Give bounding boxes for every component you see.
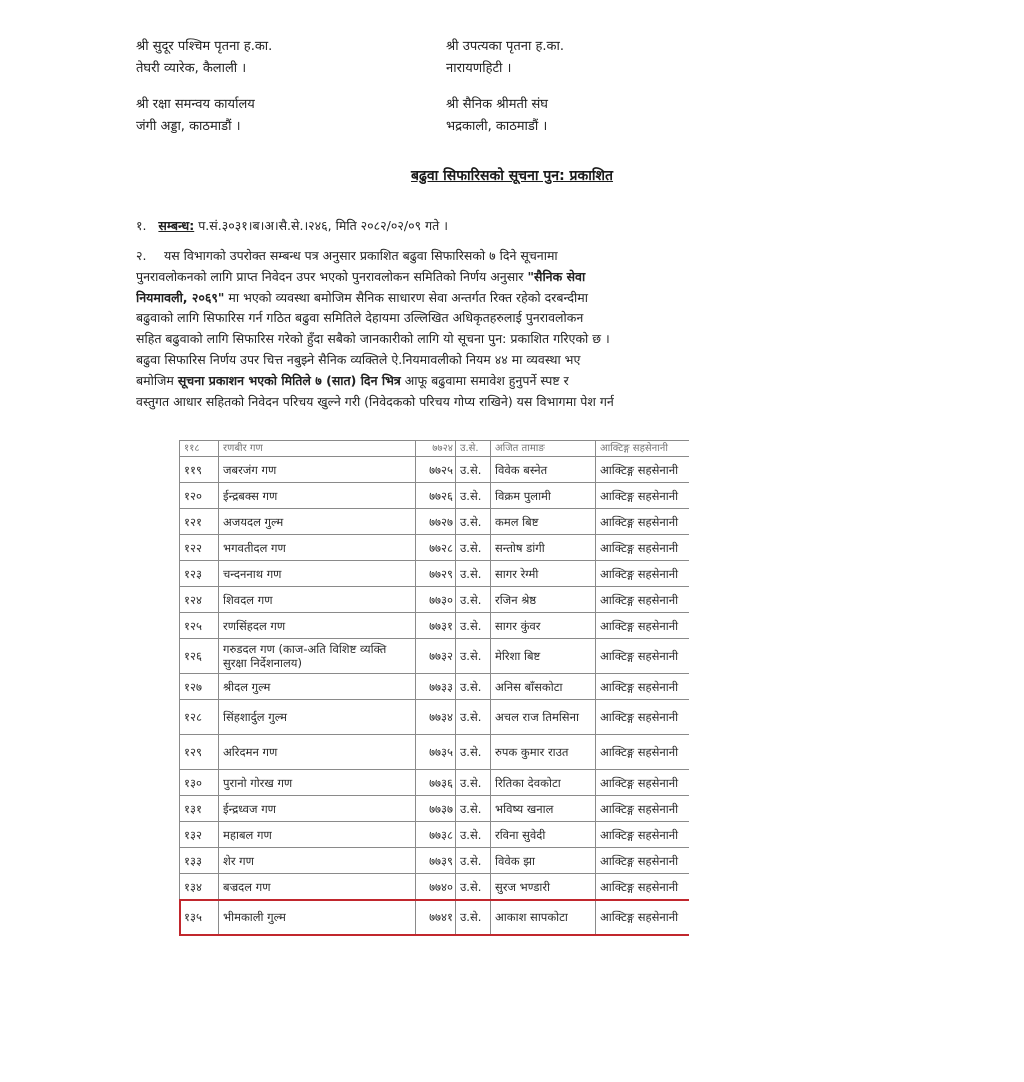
cell-post: आक्टिङ्ग सहसेनानी <box>596 822 690 848</box>
cell-post: आक्टिङ्ग सहसेनानी <box>596 613 690 639</box>
cell-post: आक्टिङ्ग सहसेनानी <box>596 457 690 483</box>
cell-name: अचल राज तिमसिना <box>491 700 596 735</box>
cell-unit: गरुडदल गण (काज-अति विशिष्ट व्यक्ति सुरक्षा निर्देशनालय) <box>219 639 416 674</box>
cell-rank: उ.से. <box>456 674 491 700</box>
table-row <box>180 674 690 700</box>
cell-post: आक्टिङ्ग सहसेनानी <box>596 770 690 796</box>
paragraph-number: १. <box>136 218 147 233</box>
address-line: श्री उपत्यका पृतना ह.का. <box>446 39 565 54</box>
cell-unit: ईन्द्रध्वज गण <box>219 796 416 822</box>
cell-unit: बज्रदल गण <box>219 874 416 900</box>
cell-rank: उ.से. <box>456 561 491 587</box>
body-line: यस विभागको उपरोक्त सम्बन्ध पत्र अनुसार प्रकाशित बढुवा सिफारिसको ७ दिने सूचनामा <box>164 248 558 263</box>
address-line: भद्रकाली, काठमाडौं । <box>446 119 548 134</box>
cell-unit: महाबल गण <box>219 822 416 848</box>
body-line: बढुवाको लागि सिफारिस गर्न गठित बढुवा समितिले देहायमा उल्लिखित अधिकृतहरुलाई पुनरावलोकन <box>136 310 584 326</box>
body-line: सहित बढुवाको लागि सिफारिस गरेको हुँदा सबैको जानकारीको लागि यो सूचना पुन: प्रकाशित गरिएको छ । <box>136 331 610 347</box>
cell-post: आक्टिङ्ग सहसेनानी <box>596 874 690 900</box>
cell-rank: उ.से. <box>456 848 491 874</box>
cell-name: रविना सुवेदी <box>491 822 596 848</box>
cell-name: मेरिशा बिष्ट <box>491 639 596 674</box>
cell-name: सुरज भण्डारी <box>491 874 596 900</box>
body-line: मा भएको व्यवस्था बमोजिम सैनिक साधारण सेवा अन्तर्गत रिक्त रहेको दरबन्दीमा <box>224 289 588 305</box>
cell-unit: अजयदल गुल्म <box>219 509 416 535</box>
address-line: नारायणहिटी । <box>446 61 512 76</box>
cell-unit: शेर गण <box>219 848 416 874</box>
cell-rank: उ.से. <box>456 796 491 822</box>
table-row <box>180 483 690 509</box>
cell-name: विवेक बस्नेत <box>491 457 596 483</box>
cell-name: भविष्य खनाल <box>491 796 596 822</box>
cell-rank: उ.से. <box>456 535 491 561</box>
table-row <box>180 613 690 639</box>
cell-post: आक्टिङ्ग सहसेनानी <box>596 796 690 822</box>
reference-label: सम्बन्ध: <box>158 218 195 233</box>
cell-number: ७७३३ <box>416 674 456 700</box>
cell-name: रजिन श्रेष्ठ <box>491 587 596 613</box>
cell-name: विवेक झा <box>491 848 596 874</box>
cell-number: ७७२४ <box>416 441 456 457</box>
cell-number: ७७३६ <box>416 770 456 796</box>
cell-post: आक्टिङ्ग सहसेनानी <box>596 900 690 935</box>
table-row <box>180 770 690 796</box>
table-row <box>180 700 690 735</box>
cell-name: सागर कुंवर <box>491 613 596 639</box>
body-bold: "सैनिक सेवा <box>527 268 586 284</box>
cell-rank: उ.से. <box>456 441 491 457</box>
cell-unit: जबरजंग गण <box>219 457 416 483</box>
cell-number: ७७४० <box>416 874 456 900</box>
cell-number: ७७३२ <box>416 639 456 674</box>
cell-sn: १२५ <box>180 613 219 639</box>
cell-sn: १२२ <box>180 535 219 561</box>
cell-post: आक्टिङ्ग सहसेनानी <box>596 639 690 674</box>
cell-number: ७७४१ <box>416 900 456 935</box>
cell-sn: १२३ <box>180 561 219 587</box>
cell-post: आक्टिङ्ग सहसेनानी <box>596 509 690 535</box>
body-line: बढुवा सिफारिस निर्णय उपर चित्त नबुझ्ने सैनिक व्यक्तिले ऐ.नियमावलीको नियम ४४ मा व्यवस्था भए <box>136 351 581 367</box>
body-bold: सूचना प्रकाशन भएको मितिले ७ (सात) दिन भित्र <box>177 372 401 388</box>
cell-rank: उ.से. <box>456 770 491 796</box>
cell-number: ७७२६ <box>416 483 456 509</box>
table-row-highlighted <box>180 900 690 935</box>
table-row <box>180 509 690 535</box>
cell-name: कमल बिष्ट <box>491 509 596 535</box>
body-line: वस्तुगत आधार सहितको निवेदन परिचय खुल्ने गरी (निवेदकको परिचय गोप्य राखिने) यस विभागमा पेश गर्न <box>136 393 614 409</box>
cell-unit: अरिदमन गण <box>219 735 416 770</box>
table-row <box>180 561 690 587</box>
paragraph-reference <box>136 216 742 236</box>
paragraph-body <box>136 246 742 412</box>
table-row <box>180 457 690 483</box>
cell-unit: चन्दननाथ गण <box>219 561 416 587</box>
cell-number: ७७३५ <box>416 735 456 770</box>
cell-number: ७७३७ <box>416 796 456 822</box>
address-line: श्री रक्षा समन्वय कार्यालय <box>136 97 255 112</box>
cell-rank: उ.से. <box>456 457 491 483</box>
cell-number: ७७२७ <box>416 509 456 535</box>
cell-sn: १२० <box>180 483 219 509</box>
cell-rank: उ.से. <box>456 900 491 935</box>
cell-sn: १२८ <box>180 700 219 735</box>
table-row <box>180 874 690 900</box>
table-row <box>180 796 690 822</box>
promotion-table <box>179 440 689 1000</box>
table-row <box>180 735 690 770</box>
cell-rank: उ.से. <box>456 822 491 848</box>
cell-number: ७७३१ <box>416 613 456 639</box>
cell-unit: भीमकाली गुल्म <box>219 900 416 935</box>
address-line: जंगी अड्डा, काठमाडौं । <box>136 119 241 134</box>
table-row <box>180 587 690 613</box>
cell-unit: रणबीर गण <box>219 441 416 457</box>
table-row <box>180 639 690 674</box>
cell-name: सागर रेग्मी <box>491 561 596 587</box>
cell-unit: ईन्द्रबक्स गण <box>219 483 416 509</box>
cell-number: ७७३० <box>416 587 456 613</box>
cell-number: ७७२८ <box>416 535 456 561</box>
cell-name: विक्रम पुलामी <box>491 483 596 509</box>
cell-sn: १३१ <box>180 796 219 822</box>
cell-name: अनिस बाँसकोटा <box>491 674 596 700</box>
cell-post: आक्टिङ्ग सहसेनानी <box>596 587 690 613</box>
address-block-left-1 <box>136 36 272 80</box>
cell-post: आक्टिङ्ग सहसेनानी <box>596 483 690 509</box>
cell-name: सन्तोष डांगी <box>491 535 596 561</box>
address-line: श्री सैनिक श्रीमती संघ <box>446 97 548 112</box>
cell-rank: उ.से. <box>456 483 491 509</box>
address-block-right-2 <box>446 94 548 138</box>
table-row <box>180 535 690 561</box>
table-row <box>180 822 690 848</box>
address-block-left-2 <box>136 94 255 138</box>
cell-post: आक्टिङ्ग सहसेनानी <box>596 535 690 561</box>
cell-sn: १२६ <box>180 639 219 674</box>
cell-sn: १३० <box>180 770 219 796</box>
cell-unit: श्रीदल गुल्म <box>219 674 416 700</box>
cell-sn: ११८ <box>180 441 219 457</box>
body-line: बमोजिम <box>136 372 178 388</box>
cell-post: आक्टिङ्ग सहसेनानी <box>596 848 690 874</box>
cell-name: रुपक कुमार राउत <box>491 735 596 770</box>
address-block-right-1 <box>446 36 564 80</box>
cell-unit: पुरानो गोरख गण <box>219 770 416 796</box>
cell-name: आकाश सापकोटा <box>491 900 596 935</box>
table-row-partial <box>180 441 690 457</box>
table-row <box>180 848 690 874</box>
cell-post: आक्टिङ्ग सहसेनानी <box>596 561 690 587</box>
cell-rank: उ.से. <box>456 509 491 535</box>
cell-rank: उ.से. <box>456 613 491 639</box>
body-bold: नियमावली, २०६९" <box>136 289 225 305</box>
address-line: श्री सुदूर पश्चिम पृतना ह.का. <box>136 39 273 54</box>
cell-number: ७७३४ <box>416 700 456 735</box>
cell-sn: १२७ <box>180 674 219 700</box>
cell-rank: उ.से. <box>456 587 491 613</box>
body-line: आफू बढुवामा समावेश हुनुपर्ने स्पष्ट र <box>400 372 569 388</box>
cell-unit: भगवतीदल गण <box>219 535 416 561</box>
reference-text: प.सं.३०३१।ब।अ।सै.से.।२४६, मिति २०८२/०२/०९ गते । <box>198 218 448 233</box>
cell-sn: १३२ <box>180 822 219 848</box>
cell-number: ७७२५ <box>416 457 456 483</box>
cell-post: आक्टिङ्ग सहसेनानी <box>596 674 690 700</box>
cell-sn: १३३ <box>180 848 219 874</box>
cell-name: अजित तामाङ <box>491 441 596 457</box>
address-line: तेघरी व्यारेक, कैलाली । <box>136 61 247 76</box>
cell-sn: १२१ <box>180 509 219 535</box>
cell-unit: शिवदल गण <box>219 587 416 613</box>
cell-sn: ११९ <box>180 457 219 483</box>
cell-rank: उ.से. <box>456 874 491 900</box>
paragraph-number: २. <box>136 248 147 263</box>
cell-sn: १२९ <box>180 735 219 770</box>
cell-post: आक्टिङ्ग सहसेनानी <box>596 700 690 735</box>
cell-rank: उ.से. <box>456 700 491 735</box>
cell-post: आक्टिङ्ग सहसेनानी <box>596 735 690 770</box>
cell-number: ७७२९ <box>416 561 456 587</box>
cell-number: ७७३९ <box>416 848 456 874</box>
cell-sn: १३५ <box>180 900 219 935</box>
cell-post: आक्टिङ्ग सहसेनानी <box>596 441 690 457</box>
cell-unit: रणसिंहदल गण <box>219 613 416 639</box>
notice-title: बढुवा सिफारिसको सूचना पुन: प्रकाशित <box>410 168 614 184</box>
cell-unit: सिंहशार्दुल गुल्म <box>219 700 416 735</box>
cell-rank: उ.से. <box>456 639 491 674</box>
cell-sn: १३४ <box>180 874 219 900</box>
cell-rank: उ.से. <box>456 735 491 770</box>
cell-sn: १२४ <box>180 587 219 613</box>
body-line: पुनरावलोकनको लागि प्राप्त निवेदन उपर भएको पुनरावलोकन समितिको निर्णय अनुसार <box>136 268 528 284</box>
cell-number: ७७३८ <box>416 822 456 848</box>
cell-name: रितिका देवकोटा <box>491 770 596 796</box>
